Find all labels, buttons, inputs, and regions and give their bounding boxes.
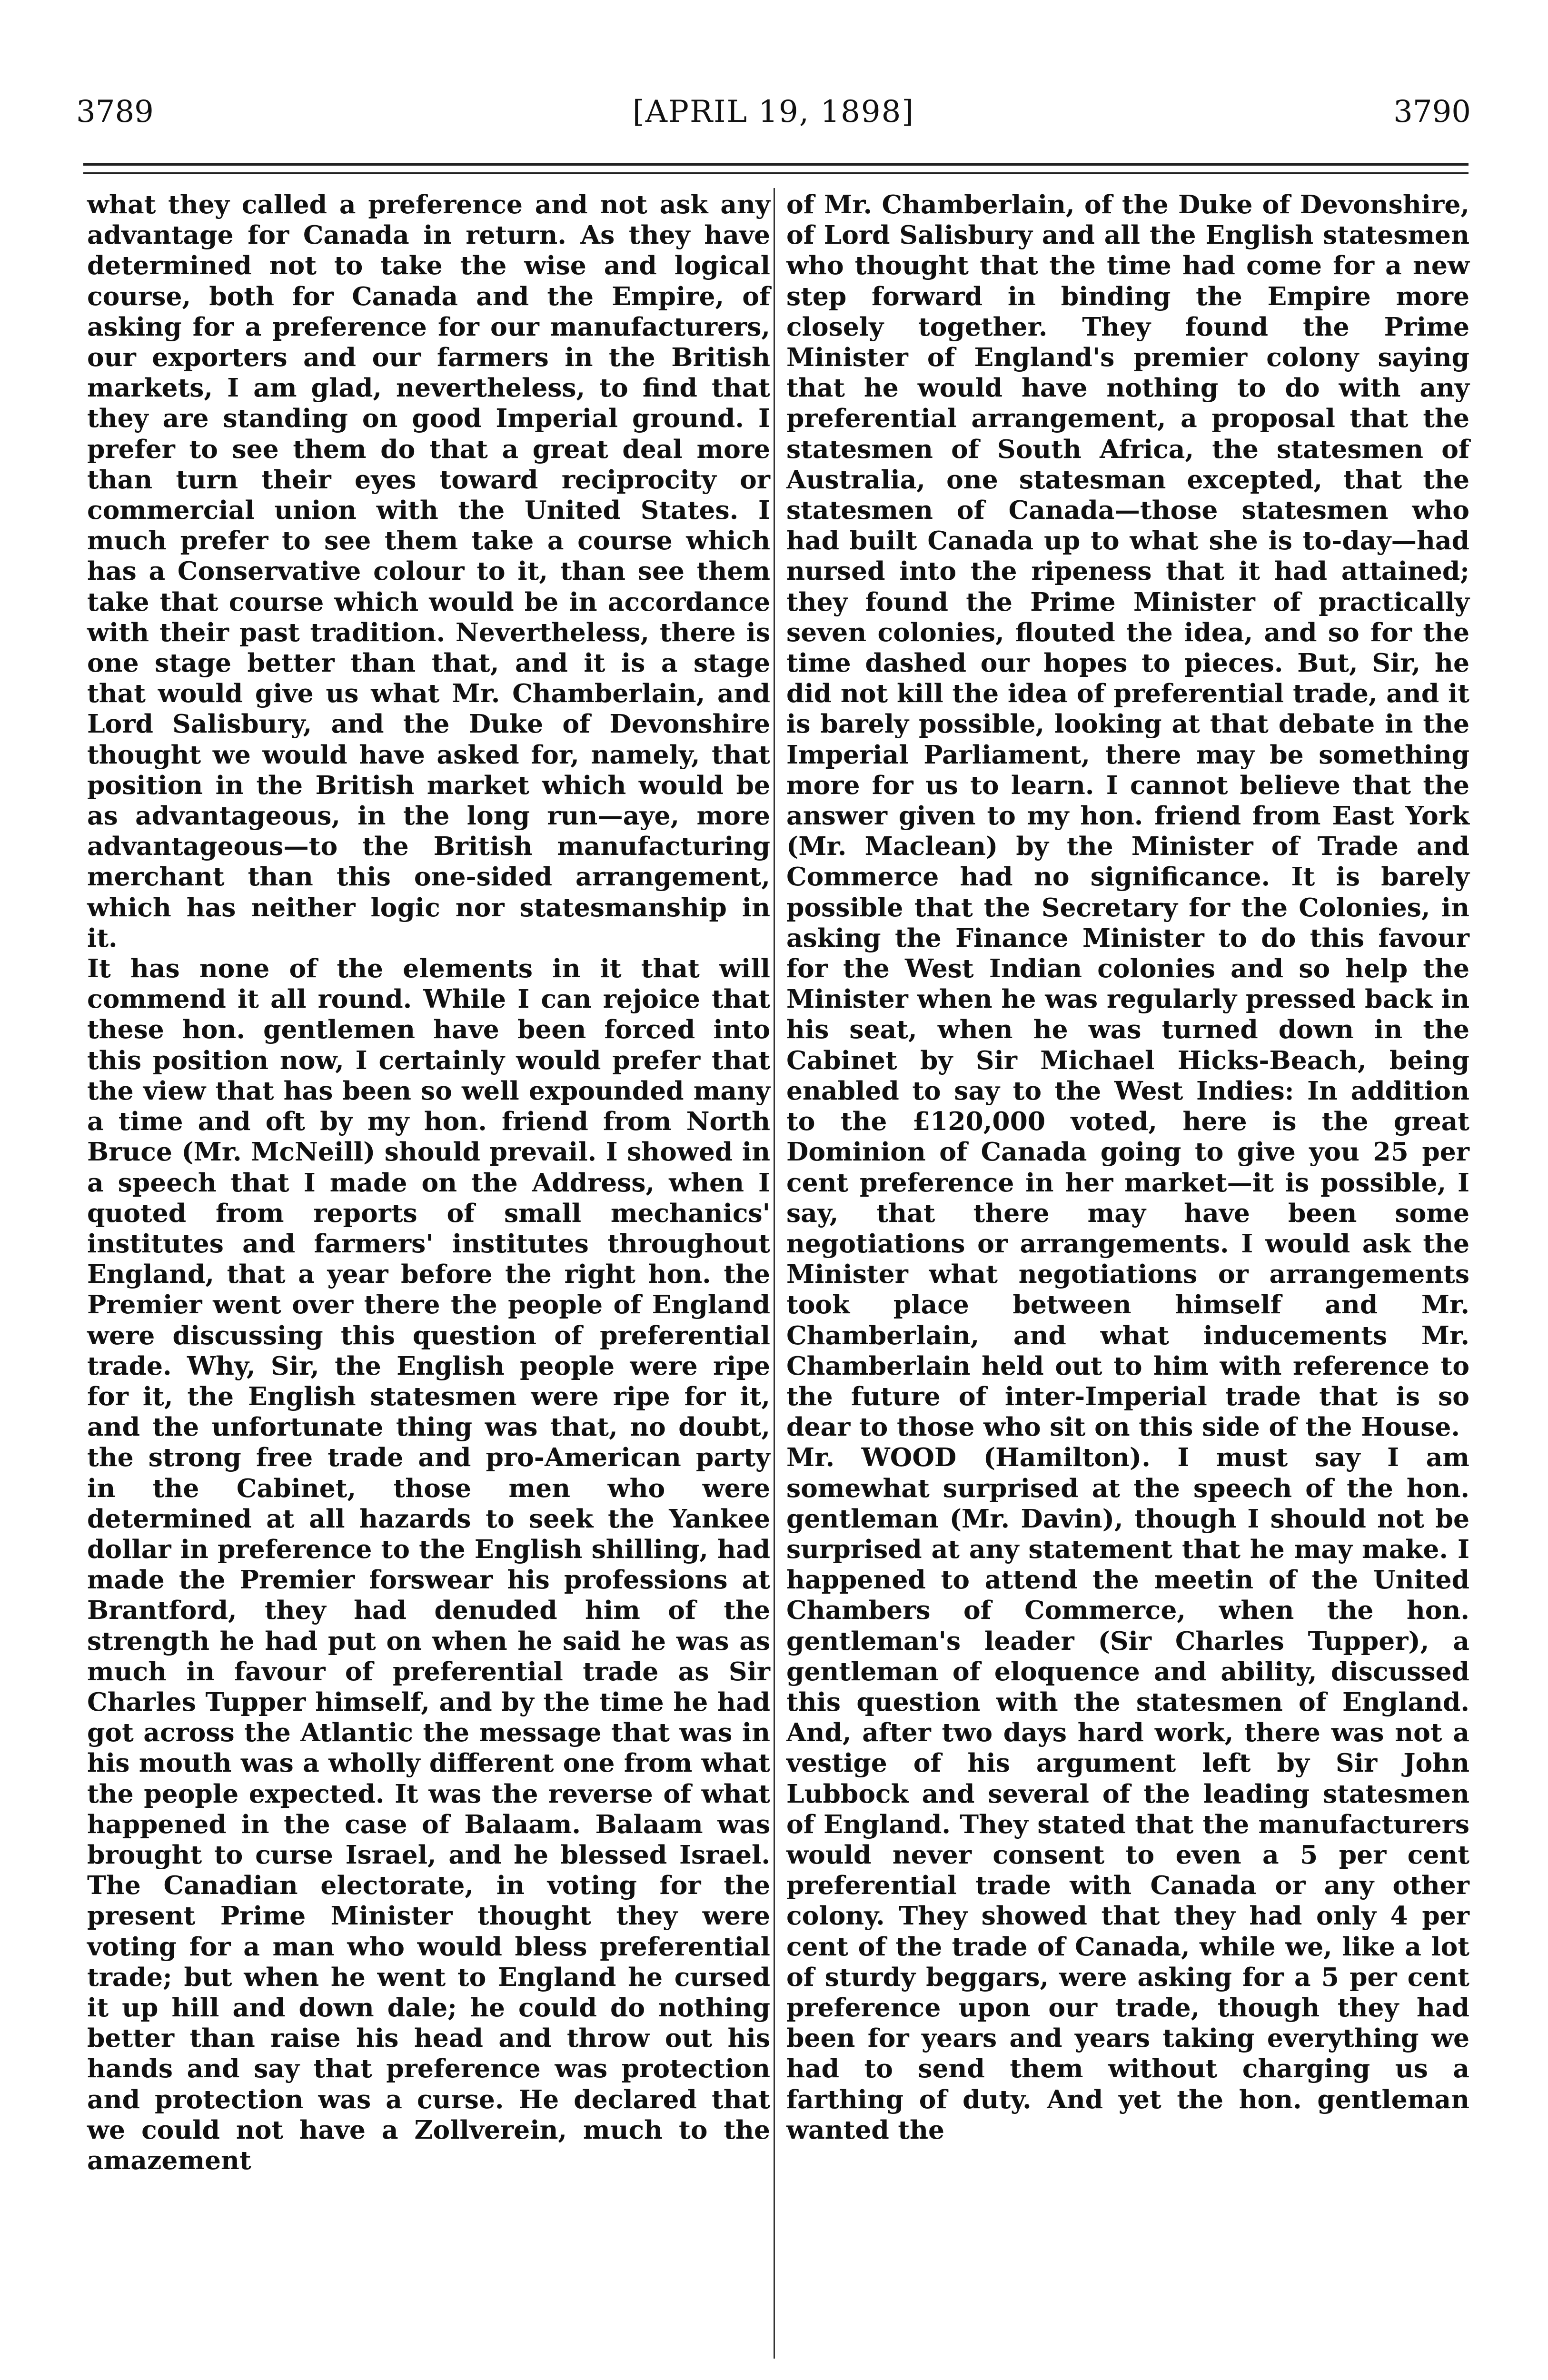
header-rule-thin [83,172,1469,174]
page-number-right: 3790 [1393,94,1471,129]
left-column [87,189,770,2176]
column-divider [774,188,775,2359]
page-number-left: 3789 [76,94,154,129]
header-rule-thick [83,163,1469,166]
right-column [786,189,1469,2145]
right-paragraph-2: Mr. WOOD (Hamilton). I must say I am somewhat surprised at the speech of the hon. gentleman (Mr. Davin), though I should not be surprised at any statement that he may make. I happened to attend the meetin of the United Chambers of Commerce, when the hon. gentleman's leader (Sir Charles Tupper), a gentleman of eloquence and ability, discussed this question with the statesmen of England. And, after two days hard work, there was not a vestige of his argument left by Sir John Lubbock and several of the leading statesmen of England. They stated that the manufacturers would never consent to even a 5 per cent preferential trade with Canada or any other colony. They showed that they had only 4 per cent of the trade of Canada, while we, like a lot of sturdy beggars, were asking for a 5 per cent preference upon our trade, though they had been for years and years taking everything we had to send them without charging us a farthing of duty. And yet the hon. gentleman wanted the [786,1442,1469,2145]
page-header [76,90,1471,133]
right-paragraph-1: of Mr. Chamberlain, of the Duke of Devonshire, of Lord Salisbury and all the English statesmen who thought that the time had come for a new step forward in binding the Empire more closely together. They found the Prime Minister of England's premier colony saying that he would have nothing to do with any preferential arrangement, a proposal that the statesmen of South Africa, the statesmen of Australia, one statesman excepted, that the statesmen of Canada—those statesmen who had built Canada up to what she is to-day—had nursed into the ripeness that it had attained; they found the Prime Minister of practically seven colonies, flouted the idea, and so for the time dashed our hopes to pieces. But, Sir, he did not kill the idea of preferential trade, and it is barely possible, looking at that debate in the Imperial Parliament, there may be something more for us to learn. I cannot believe that the answer given to my hon. friend from East York (Mr. Maclean) by the Minister of Trade and Commerce had no significance. It is barely possible that the Secretary for the Colonies, in asking the Finance Minister to do this favour for the West Indian colonies and so help the Minister when he was regularly pressed back in his seat, when he was turned down in the Cabinet by Sir Michael Hicks-Beach, being enabled to say to the West Indies: In addition to the £120,000 voted, here is the great Dominion of Canada going to give you 25 per cent preference in her market—it is possible, I say, that there may have been some negotiations or arrangements. I would ask the Minister what negotiations or arrangements took place between himself and Mr. Chamberlain, and what inducements Mr. Chamberlain held out to him with reference to the future of inter-Imperial trade that is so dear to those who sit on this side of the House. [786,189,1469,1442]
left-paragraph-1: what they called a preference and not ask any advantage for Canada in return. As they have determined not to take the wise and logical course, both for Canada and the Empire, of asking for a preference for our manufacturers, our exporters and our farmers in the British markets, I am glad, nevertheless, to find that they are standing on good Imperial ground. I prefer to see them do that a great deal more than turn their eyes toward reciprocity or commercial union with the United States. I much prefer to see them take a course which has a Conservative colour to it, than see them take that course which would be in accordance with their past tradition. Nevertheless, there is one stage better than that, and it is a stage that would give us what Mr. Chamberlain, and Lord Salisbury, and the Duke of Devonshire thought we would have asked for, namely, that position in the British market which would be as advantageous, in the long run—aye, more advantageous—to the British manufacturing merchant than this one-sided arrangement, which has neither logic nor statesmanship in it. [87,189,770,953]
left-paragraph-2: It has none of the elements in it that will commend it all round. While I can rejoice that these hon. gentlemen have been forced into this position now, I certainly would prefer that the view that has been so well expounded many a time and oft by my hon. friend from North Bruce (Mr. McNeill) should prevail. I showed in a speech that I made on the Address, when I quoted from reports of small mechanics' institutes and farmers' institutes throughout England, that a year before the right hon. the Premier went over there the people of England were discussing this question of preferential trade. Why, Sir, the English people were ripe for it, the English statesmen were ripe for it, and the unfortunate thing was that, no doubt, the strong free trade and pro-American party in the Cabinet, those men who were determined at all hazards to seek the Yankee dollar in preference to the English shilling, had made the Premier forswear his professions at Brantford, they had denuded him of the strength he had put on when he said he was as much in favour of preferential trade as Sir Charles Tupper himself, and by the time he had got across the Atlantic the message that was in his mouth was a wholly different one from what the people expected. It was the reverse of what happened in the case of Balaam. Balaam was brought to curse Israel, and he blessed Israel. The Canadian electorate, in voting for the present Prime Minister thought they were voting for a man who would bless preferential trade; but when he went to England he cursed it up hill and down dale; he could do nothing better than raise his head and throw out his hands and say that preference was protection and protection was a curse. He declared that we could not have a Zollverein, much to the amazement [87,953,770,2175]
header-date: [APRIL 19, 1898] [632,94,915,129]
